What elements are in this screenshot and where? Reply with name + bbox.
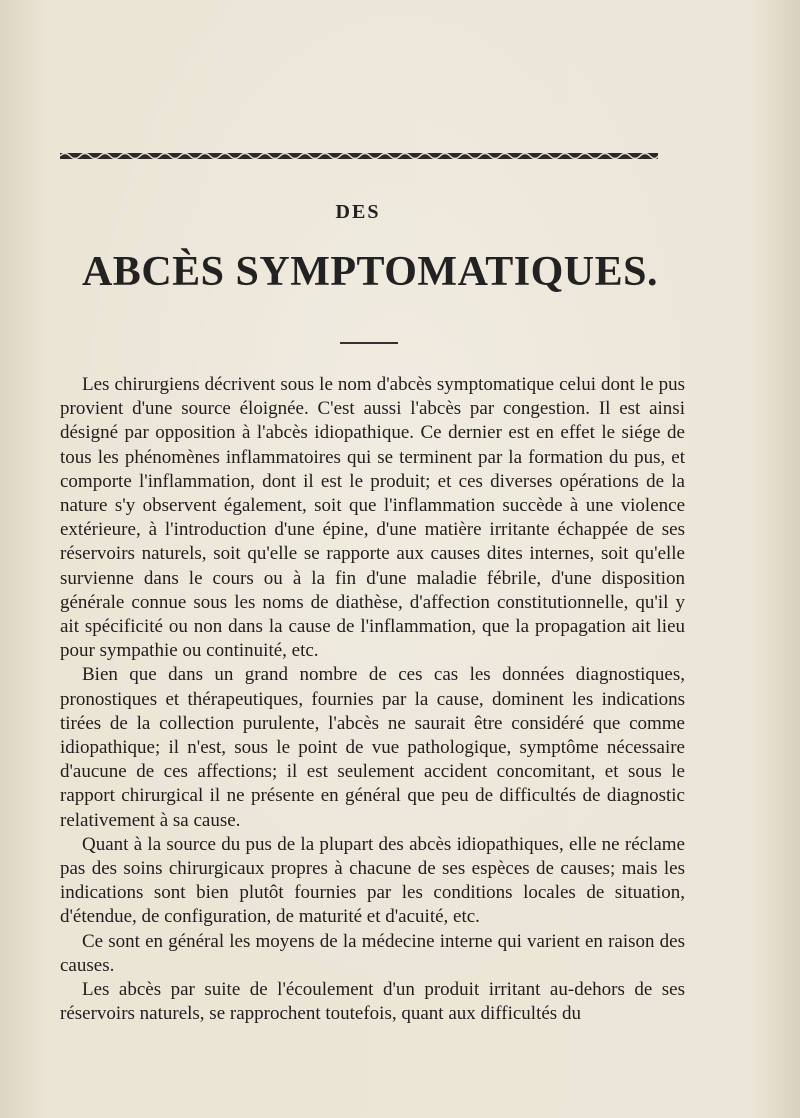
paragraph: Ce sont en général les moyens de la médecine interne qui varient en raison des causes. — [60, 930, 685, 976]
decorative-ornament-border — [60, 150, 658, 162]
body-text — [60, 373, 685, 1026]
title-divider — [340, 342, 398, 344]
heading-des: DES — [335, 201, 381, 223]
paragraph: Les chirurgiens décrivent sous le nom d'abcès symptomatique celui dont le pus provient d'une source éloignée. C'est aussi l'abcès par congestion. Il est ainsi désigné par opposition à l'abcès idiopathique. Ce dernier est en effet le siége de tous les phénomènes inflammatoires qui se terminent par la formation du pus, et comporte l'inflammation, dont il est le produit; et ces diverses opérations de la nature s'y observent également, soit que l'inflammation succède à une violence extérieure, à l'introduction d'une épine, d'une matière irritante échappée de ses réservoirs naturels, soit qu'elle se rapporte aux causes dites internes, soit qu'elle survienne dans le cours ou à la fin d'une maladie fébrile, d'une disposition générale connue sous les noms de diathèse, d'affection constitutionnelle, qu'il y ait spécificité ou non dans la cause de l'inflammation, que la propagation ait lieu pour sympathie ou continuité, etc. — [60, 374, 685, 662]
paragraph: Bien que dans un grand nombre de ces cas les données diagnostiques, pronostiques et thérapeutiques, fournies par la cause, dominent les indications tirées de la collection purulente, l'abcès ne saurait être considéré que comme idiopathique; il n'est, sous le point de vue pathologique, symptôme nécessaire d'aucune de ces affections; il est seulement accident concomitant, et sous le rapport chirurgical il ne présente en général que peu de difficultés de diagnostic relativement à sa cause. — [60, 664, 685, 831]
paragraph: Les abcès par suite de l'écoulement d'un produit irritant au-dehors de ses réservoirs naturels, se rapprochent toutefois, quant aux difficultés du — [60, 979, 685, 1025]
paragraph: Quant à la source du pus de la plupart des abcès idiopathiques, elle ne réclame pas des soins chirurgicaux propres à chacune de ses espèces de causes; mais les indications sont bien plutôt fournies par les conditions locales de situation, d'étendue, de configuration, de maturité et d'acuité, etc. — [60, 833, 685, 928]
page-title: ABCÈS SYMPTOMATIQUES. — [81, 249, 659, 295]
